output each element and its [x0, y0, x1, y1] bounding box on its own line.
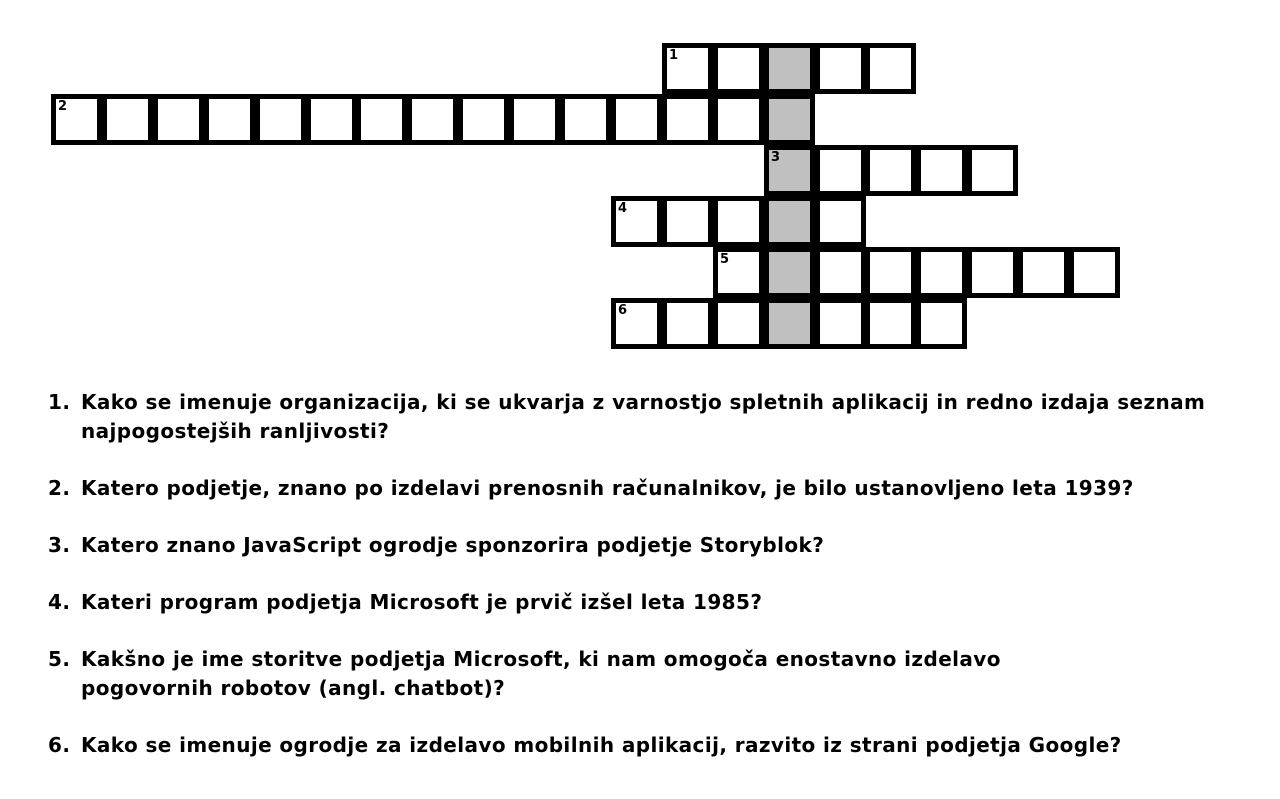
- crossword-cell[interactable]: [1018, 247, 1069, 298]
- crossword-cell[interactable]: [815, 298, 866, 349]
- clue-number: 5.: [48, 647, 71, 671]
- crossword-cell[interactable]: [916, 298, 967, 349]
- crossword-cell[interactable]: [560, 94, 611, 145]
- crossword-cell[interactable]: [1069, 247, 1120, 298]
- crossword-cell[interactable]: [815, 43, 866, 94]
- crossword-cell[interactable]: [865, 145, 916, 196]
- clue-6: [48, 731, 1268, 760]
- crossword-cell[interactable]: [764, 196, 815, 247]
- clue-1: [48, 388, 1268, 446]
- crossword-cell[interactable]: [916, 247, 967, 298]
- crossword-cell[interactable]: [51, 94, 102, 145]
- crossword-cell[interactable]: [662, 43, 713, 94]
- crossword-cell[interactable]: [713, 247, 764, 298]
- crossword-cell[interactable]: [713, 43, 764, 94]
- crossword-grid: [0, 0, 1280, 360]
- crossword-cell[interactable]: [153, 94, 204, 145]
- clue-text: Kako se imenuje organizacija, ki se ukvarja z varnostjo spletnih aplikacij in redno izdaja seznam najpogostejših ranljivosti?: [81, 390, 1206, 443]
- clue-5: [48, 645, 1268, 703]
- crossword-cell[interactable]: [713, 196, 764, 247]
- crossword-cell[interactable]: [611, 94, 662, 145]
- clue-text: Kako se imenuje ogrodje za izdelavo mobilnih aplikacij, razvito iz strani podjetja Google?: [81, 733, 1122, 757]
- crossword-cell[interactable]: [306, 94, 357, 145]
- crossword-cell[interactable]: [967, 247, 1018, 298]
- crossword-cell[interactable]: [713, 298, 764, 349]
- cell-number: 6: [618, 303, 628, 318]
- crossword-cell[interactable]: [764, 94, 815, 145]
- crossword-cell[interactable]: [764, 43, 815, 94]
- crossword-cell[interactable]: [865, 43, 916, 94]
- crossword-cell[interactable]: [815, 145, 866, 196]
- clue-text: Kateri program podjetja Microsoft je prvič izšel leta 1985?: [81, 590, 763, 614]
- clue-number: 3.: [48, 533, 71, 557]
- clue-number: 2.: [48, 476, 71, 500]
- clue-number: 4.: [48, 590, 71, 614]
- clue-text: Katero podjetje, znano po izdelavi prenosnih računalnikov, je bilo ustanovljeno leta 1939?: [81, 476, 1134, 500]
- crossword-cell[interactable]: [662, 196, 713, 247]
- clue-text: Kakšno je ime storitve podjetja Microsoft, ki nam omogoča enostavno izdelavo pogovornih robotov (angl. chatbot)?: [81, 647, 1001, 700]
- crossword-cell[interactable]: [916, 145, 967, 196]
- crossword-cell[interactable]: [102, 94, 153, 145]
- cell-number: 5: [720, 252, 730, 267]
- cell-number: 2: [58, 99, 68, 114]
- crossword-cell[interactable]: [713, 94, 764, 145]
- crossword-cell[interactable]: [509, 94, 560, 145]
- clue-2: [48, 474, 1268, 503]
- crossword-cell[interactable]: [764, 247, 815, 298]
- crossword-cell[interactable]: [815, 247, 866, 298]
- clue-list: [48, 388, 1268, 760]
- clue-4: [48, 588, 1268, 617]
- crossword-cell[interactable]: [662, 298, 713, 349]
- crossword-cell[interactable]: [764, 145, 815, 196]
- clue-number: 6.: [48, 733, 71, 757]
- crossword-cell[interactable]: [204, 94, 255, 145]
- crossword-cell[interactable]: [611, 196, 662, 247]
- crossword-cell[interactable]: [764, 298, 815, 349]
- cell-number: 4: [618, 201, 628, 216]
- clue-text: Katero znano JavaScript ogrodje sponzorira podjetje Storyblok?: [81, 533, 825, 557]
- crossword-cell[interactable]: [356, 94, 407, 145]
- crossword-cell[interactable]: [611, 298, 662, 349]
- crossword-cell[interactable]: [865, 247, 916, 298]
- clue-number: 1.: [48, 390, 71, 414]
- clue-3: [48, 531, 1268, 560]
- cell-number: 1: [669, 48, 679, 63]
- crossword-cell[interactable]: [815, 196, 866, 247]
- crossword-cell[interactable]: [967, 145, 1018, 196]
- crossword-cell[interactable]: [407, 94, 458, 145]
- crossword-cell[interactable]: [458, 94, 509, 145]
- crossword-cell[interactable]: [662, 94, 713, 145]
- crossword-cell[interactable]: [255, 94, 306, 145]
- crossword-cell[interactable]: [865, 298, 916, 349]
- cell-number: 3: [771, 150, 781, 165]
